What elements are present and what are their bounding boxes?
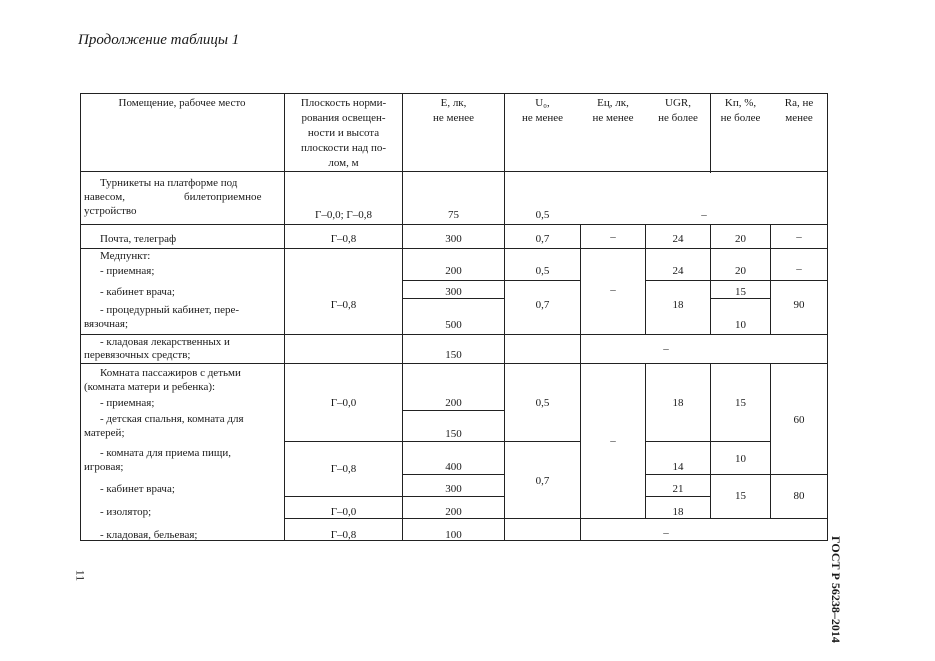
- med-UGR-other: 18: [672, 299, 684, 311]
- children-storage: - кладовая, бельевая;: [100, 529, 198, 541]
- children-plane-d: Г–0,8: [330, 529, 357, 541]
- children-isolator: - изолятор;: [100, 506, 152, 518]
- header-Kp: Kп, %, не более: [720, 97, 761, 124]
- continuation-caption: Продолжение таблицы 1: [78, 32, 240, 48]
- med-E-reception: 200: [445, 265, 462, 277]
- med-doctor: - кабинет врача;: [100, 286, 175, 298]
- post-UGR: 24: [672, 233, 684, 245]
- header-room: Помещение, рабочее место: [118, 97, 246, 109]
- med-Ec: –: [610, 284, 616, 296]
- med-UGR-reception: 24: [672, 265, 684, 277]
- med-Ra-other: 90: [793, 299, 805, 311]
- med-E-store: 150: [445, 349, 462, 361]
- children-storage-rest: –: [663, 527, 669, 539]
- post-name: Почта, телеграф: [100, 233, 177, 245]
- children-Kp-a: 15: [735, 397, 746, 409]
- turnstiles-name-2b: билетоприемное: [184, 191, 262, 203]
- children-E-reception: 200: [445, 397, 462, 409]
- children-E-feeding: 400: [445, 461, 462, 473]
- med-store-rest: –: [663, 343, 669, 355]
- post-Ec: –: [610, 231, 616, 243]
- post-plane: Г–0,8: [330, 233, 357, 245]
- turnstiles-name-2: навесом,: [84, 191, 125, 203]
- children-Ra-b: 80: [793, 490, 805, 502]
- standard-number: ГОСТ Р 56238–2014: [829, 536, 843, 643]
- med-plane: Г–0,8: [330, 299, 357, 311]
- med-store-1: - кладовая лекарственных и: [100, 336, 230, 348]
- children-plane-c: Г–0,0: [330, 506, 357, 518]
- children-U0-a: 0,5: [535, 397, 550, 409]
- turnstiles-U0: 0,5: [535, 209, 550, 221]
- page-number: 11: [73, 569, 88, 582]
- post-E: 300: [445, 233, 462, 245]
- children-UGR-feeding: 14: [672, 461, 684, 473]
- turnstiles-plane: Г–0,0; Г–0,8: [314, 209, 373, 221]
- med-proc-2: вязочная;: [84, 318, 129, 330]
- children-doctor: - кабинет врача;: [100, 483, 175, 495]
- children-plane-b: Г–0,8: [330, 463, 357, 475]
- children-E-isolator: 200: [445, 506, 462, 518]
- med-E-doctor: 300: [445, 286, 462, 298]
- children-UGR-isolator: 18: [672, 506, 684, 518]
- post-Kp: 20: [735, 233, 746, 245]
- med-reception: - приемная;: [100, 265, 155, 277]
- post-U0: 0,7: [535, 233, 550, 245]
- header-UGR: UGR, не более: [658, 97, 698, 124]
- children-bedroom-1: - детская спальня, комната для: [100, 413, 244, 425]
- header-U0: U₀, не менее: [521, 97, 563, 124]
- children-reception: - приемная;: [100, 397, 155, 409]
- children-UGR-doctor: 21: [672, 483, 684, 495]
- header-plane: Плоскость норми- рования освещен- ности и высота плоскости над по- лом, м: [300, 97, 387, 169]
- header-E: E, лк, не менее: [432, 97, 474, 124]
- post-Ra: –: [796, 231, 802, 243]
- med-E-proc: 500: [445, 319, 462, 331]
- turnstiles-name-3: устройство: [84, 205, 137, 217]
- children-feeding-1: - комната для приема пищи,: [100, 447, 231, 459]
- med-U0-other: 0,7: [535, 299, 550, 311]
- children-bedroom-2: матерей;: [84, 427, 125, 439]
- turnstiles-rest: –: [701, 209, 707, 221]
- header-Ec: Eц, лк, не менее: [592, 97, 634, 124]
- med-proc-1: - процедурный кабинет, пере-: [100, 304, 240, 316]
- children-Kp-b: 15: [735, 490, 746, 502]
- turnstiles-name-1: Турникеты на платформе под: [100, 177, 238, 189]
- med-Kp-doctor: 15: [735, 286, 746, 298]
- med-Ra-reception: –: [796, 263, 802, 275]
- children-Ra-a: 60: [793, 414, 805, 426]
- med-store-2: перевязочных средств;: [84, 349, 191, 361]
- med-Kp-reception: 20: [735, 265, 746, 277]
- children-title-2: (комната матери и ребенка):: [84, 381, 216, 393]
- children-Ec: –: [610, 435, 616, 447]
- children-Kp-feeding: 10: [735, 453, 746, 465]
- header-Ra: Rа, не менее: [784, 97, 814, 124]
- med-title: Медпункт:: [100, 250, 151, 262]
- children-UGR-a: 18: [672, 397, 684, 409]
- children-U0-b: 0,7: [535, 475, 550, 487]
- med-Kp-proc: 10: [735, 319, 746, 331]
- children-E-storage: 100: [445, 529, 462, 541]
- children-feeding-2: игровая;: [84, 461, 124, 473]
- turnstiles-E: 75: [448, 209, 459, 221]
- med-U0-reception: 0,5: [535, 265, 550, 277]
- children-title-1: Комната пассажиров с детьми: [100, 367, 241, 379]
- children-E-bedroom: 150: [445, 428, 462, 440]
- children-E-doctor: 300: [445, 483, 462, 495]
- children-plane-a: Г–0,0: [330, 397, 357, 409]
